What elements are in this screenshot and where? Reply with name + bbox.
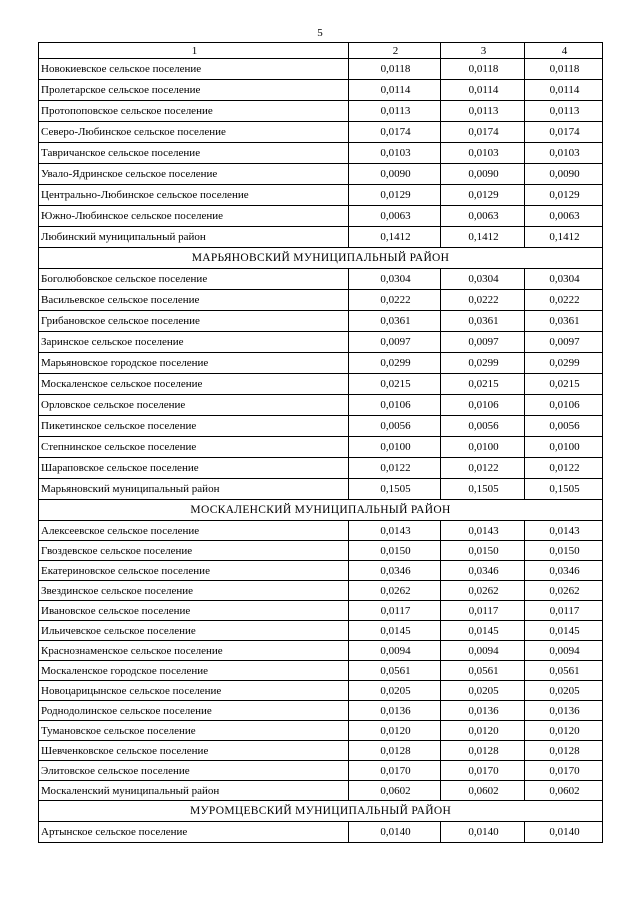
settlement-name-cell: Тумановское сельское поселение <box>39 721 349 741</box>
value-cell-col-2: 0,0174 <box>349 122 441 143</box>
value-cell-col-2: 0,0129 <box>349 185 441 206</box>
value-cell-col-3: 0,0128 <box>441 741 525 761</box>
value-cell-col-3: 0,0174 <box>441 122 525 143</box>
value-cell-col-2: 0,0205 <box>349 681 441 701</box>
settlement-name-cell: Артынское сельское поселение <box>39 822 349 843</box>
value-cell-col-2: 0,0128 <box>349 741 441 761</box>
settlement-name-cell: Гвоздевское сельское поселение <box>39 541 349 561</box>
value-cell-col-2: 0,0090 <box>349 164 441 185</box>
settlement-name-cell: Новокиевское сельское поселение <box>39 59 349 80</box>
value-cell-col-4: 0,0136 <box>525 701 603 721</box>
value-cell-col-4: 0,0129 <box>525 185 603 206</box>
value-cell-col-3: 0,1412 <box>441 227 525 248</box>
value-cell-col-2: 0,1412 <box>349 227 441 248</box>
value-cell-col-4: 0,0361 <box>525 311 603 332</box>
value-cell-col-2: 0,0118 <box>349 59 441 80</box>
value-cell-col-3: 0,0170 <box>441 761 525 781</box>
value-cell-col-4: 0,1412 <box>525 227 603 248</box>
value-cell-col-3: 0,0113 <box>441 101 525 122</box>
value-cell-col-3: 0,0063 <box>441 206 525 227</box>
section-title: МАРЬЯНОВСКИЙ МУНИЦИПАЛЬНЫЙ РАЙОН <box>39 248 603 269</box>
table-row <box>39 621 603 641</box>
header-row <box>39 43 603 59</box>
settlement-name-cell: Екатериновское сельское поселение <box>39 561 349 581</box>
column-header-1: 1 <box>39 43 349 59</box>
value-cell-col-4: 0,0145 <box>525 621 603 641</box>
value-cell-col-3: 0,0361 <box>441 311 525 332</box>
value-cell-col-2: 0,0215 <box>349 374 441 395</box>
value-cell-col-4: 0,0150 <box>525 541 603 561</box>
value-cell-col-3: 0,0299 <box>441 353 525 374</box>
table-row <box>39 311 603 332</box>
value-cell-col-4: 0,0117 <box>525 601 603 621</box>
value-cell-col-2: 0,0170 <box>349 761 441 781</box>
settlement-name-cell: Любинский муниципальный район <box>39 227 349 248</box>
table-row <box>39 101 603 122</box>
value-cell-col-2: 0,0222 <box>349 290 441 311</box>
value-cell-col-2: 0,0097 <box>349 332 441 353</box>
value-cell-col-4: 0,1505 <box>525 479 603 500</box>
table-row <box>39 269 603 290</box>
value-cell-col-4: 0,0143 <box>525 521 603 541</box>
value-cell-col-2: 0,0106 <box>349 395 441 416</box>
value-cell-col-4: 0,0128 <box>525 741 603 761</box>
settlement-name-cell: Москаленское городское поселение <box>39 661 349 681</box>
table-row <box>39 701 603 721</box>
table-row <box>39 437 603 458</box>
table-row <box>39 601 603 621</box>
value-cell-col-2: 0,0094 <box>349 641 441 661</box>
value-cell-col-3: 0,0222 <box>441 290 525 311</box>
section-row <box>39 248 603 269</box>
table-row <box>39 561 603 581</box>
value-cell-col-2: 0,0100 <box>349 437 441 458</box>
value-cell-col-3: 0,0145 <box>441 621 525 641</box>
settlement-name-cell: Краснознаменское сельское поселение <box>39 641 349 661</box>
value-cell-col-4: 0,0170 <box>525 761 603 781</box>
value-cell-col-2: 0,0103 <box>349 143 441 164</box>
value-cell-col-3: 0,0304 <box>441 269 525 290</box>
value-cell-col-3: 0,0118 <box>441 59 525 80</box>
value-cell-col-3: 0,1505 <box>441 479 525 500</box>
value-cell-col-4: 0,0103 <box>525 143 603 164</box>
table-row <box>39 122 603 143</box>
table-row <box>39 741 603 761</box>
value-cell-col-4: 0,0222 <box>525 290 603 311</box>
settlement-name-cell: Заринское сельское поселение <box>39 332 349 353</box>
value-cell-col-2: 0,0136 <box>349 701 441 721</box>
page-number: 5 <box>317 27 323 39</box>
value-cell-col-3: 0,0103 <box>441 143 525 164</box>
table-row <box>39 206 603 227</box>
value-cell-col-2: 0,0114 <box>349 80 441 101</box>
value-cell-col-2: 0,0122 <box>349 458 441 479</box>
settlement-name-cell: Звездинское сельское поселение <box>39 581 349 601</box>
value-cell-col-4: 0,0140 <box>525 822 603 843</box>
table-row <box>39 332 603 353</box>
settlement-name-cell: Шараповское сельское поселение <box>39 458 349 479</box>
value-cell-col-4: 0,0205 <box>525 681 603 701</box>
table-row <box>39 721 603 741</box>
value-cell-col-2: 0,0063 <box>349 206 441 227</box>
table-row <box>39 641 603 661</box>
table-row <box>39 80 603 101</box>
column-header-4: 4 <box>525 43 603 59</box>
value-cell-col-2: 0,0140 <box>349 822 441 843</box>
value-cell-col-4: 0,0106 <box>525 395 603 416</box>
settlement-name-cell: Васильевское сельское поселение <box>39 290 349 311</box>
section-title: МОСКАЛЕНСКИЙ МУНИЦИПАЛЬНЫЙ РАЙОН <box>39 500 603 521</box>
value-cell-col-4: 0,0122 <box>525 458 603 479</box>
value-cell-col-4: 0,0113 <box>525 101 603 122</box>
settlement-name-cell: Тавричанское сельское поселение <box>39 143 349 164</box>
table-row <box>39 227 603 248</box>
value-cell-col-3: 0,0094 <box>441 641 525 661</box>
value-cell-col-2: 0,0361 <box>349 311 441 332</box>
settlement-name-cell: Пролетарское сельское поселение <box>39 80 349 101</box>
table-row <box>39 143 603 164</box>
value-cell-col-3: 0,0143 <box>441 521 525 541</box>
value-cell-col-2: 0,0304 <box>349 269 441 290</box>
value-cell-col-3: 0,0117 <box>441 601 525 621</box>
value-cell-col-4: 0,0215 <box>525 374 603 395</box>
value-cell-col-4: 0,0094 <box>525 641 603 661</box>
value-cell-col-3: 0,0346 <box>441 561 525 581</box>
table-row <box>39 681 603 701</box>
value-cell-col-3: 0,0120 <box>441 721 525 741</box>
table-row <box>39 164 603 185</box>
value-cell-col-4: 0,0100 <box>525 437 603 458</box>
settlement-name-cell: Новоцарицынское сельское поселение <box>39 681 349 701</box>
settlement-name-cell: Протопоповское сельское поселение <box>39 101 349 122</box>
value-cell-col-3: 0,0262 <box>441 581 525 601</box>
settlement-name-cell: Боголюбовское сельское поселение <box>39 269 349 290</box>
settlement-name-cell: Увало-Ядринское сельское поселение <box>39 164 349 185</box>
value-cell-col-3: 0,0056 <box>441 416 525 437</box>
column-header-2: 2 <box>349 43 441 59</box>
settlement-name-cell: Ильичевское сельское поселение <box>39 621 349 641</box>
settlement-name-cell: Северо-Любинское сельское поселение <box>39 122 349 143</box>
table-row <box>39 521 603 541</box>
value-cell-col-4: 0,0561 <box>525 661 603 681</box>
value-cell-col-3: 0,0100 <box>441 437 525 458</box>
value-cell-col-4: 0,0304 <box>525 269 603 290</box>
value-cell-col-3: 0,0106 <box>441 395 525 416</box>
settlement-name-cell: Марьяновский муниципальный район <box>39 479 349 500</box>
value-cell-col-4: 0,0056 <box>525 416 603 437</box>
table-row <box>39 59 603 80</box>
settlement-name-cell: Алексеевское сельское поселение <box>39 521 349 541</box>
value-cell-col-2: 0,0117 <box>349 601 441 621</box>
value-cell-col-3: 0,0205 <box>441 681 525 701</box>
section-title: МУРОМЦЕВСКИЙ МУНИЦИПАЛЬНЫЙ РАЙОН <box>39 801 603 822</box>
settlement-name-cell: Ивановское сельское поселение <box>39 601 349 621</box>
value-cell-col-4: 0,0114 <box>525 80 603 101</box>
value-cell-col-3: 0,0150 <box>441 541 525 561</box>
table-row <box>39 185 603 206</box>
table-row <box>39 374 603 395</box>
value-cell-col-4: 0,0346 <box>525 561 603 581</box>
table-row <box>39 761 603 781</box>
value-cell-col-2: 0,0262 <box>349 581 441 601</box>
settlement-name-cell: Москаленское сельское поселение <box>39 374 349 395</box>
table-row <box>39 781 603 801</box>
value-cell-col-4: 0,0262 <box>525 581 603 601</box>
value-cell-col-4: 0,0120 <box>525 721 603 741</box>
value-cell-col-2: 0,0145 <box>349 621 441 641</box>
settlement-name-cell: Южно-Любинское сельское поселение <box>39 206 349 227</box>
table-header <box>39 43 603 59</box>
value-cell-col-4: 0,0118 <box>525 59 603 80</box>
table-row <box>39 353 603 374</box>
data-table <box>38 42 603 843</box>
value-cell-col-3: 0,0122 <box>441 458 525 479</box>
value-cell-col-2: 0,0561 <box>349 661 441 681</box>
value-cell-col-2: 0,1505 <box>349 479 441 500</box>
settlement-name-cell: Роднодолинское сельское поселение <box>39 701 349 721</box>
table-row <box>39 822 603 843</box>
value-cell-col-4: 0,0063 <box>525 206 603 227</box>
table-row <box>39 661 603 681</box>
value-cell-col-3: 0,0136 <box>441 701 525 721</box>
column-header-3: 3 <box>441 43 525 59</box>
settlement-name-cell: Москаленский муниципальный район <box>39 781 349 801</box>
value-cell-col-2: 0,0150 <box>349 541 441 561</box>
table-row <box>39 458 603 479</box>
value-cell-col-2: 0,0120 <box>349 721 441 741</box>
value-cell-col-2: 0,0602 <box>349 781 441 801</box>
settlement-name-cell: Центрально-Любинское сельское поселение <box>39 185 349 206</box>
value-cell-col-2: 0,0299 <box>349 353 441 374</box>
settlement-name-cell: Орловское сельское поселение <box>39 395 349 416</box>
table-row <box>39 541 603 561</box>
value-cell-col-3: 0,0129 <box>441 185 525 206</box>
value-cell-col-4: 0,0090 <box>525 164 603 185</box>
value-cell-col-2: 0,0113 <box>349 101 441 122</box>
settlement-name-cell: Пикетинское сельское поселение <box>39 416 349 437</box>
value-cell-col-4: 0,0097 <box>525 332 603 353</box>
value-cell-col-3: 0,0561 <box>441 661 525 681</box>
section-row <box>39 500 603 521</box>
table-row <box>39 395 603 416</box>
value-cell-col-3: 0,0114 <box>441 80 525 101</box>
value-cell-col-4: 0,0174 <box>525 122 603 143</box>
table-row <box>39 290 603 311</box>
value-cell-col-2: 0,0056 <box>349 416 441 437</box>
table-row <box>39 479 603 500</box>
value-cell-col-2: 0,0346 <box>349 561 441 581</box>
value-cell-col-3: 0,0090 <box>441 164 525 185</box>
table-row <box>39 416 603 437</box>
settlement-name-cell: Элитовское сельское поселение <box>39 761 349 781</box>
table-row <box>39 581 603 601</box>
settlement-name-cell: Марьяновское городское поселение <box>39 353 349 374</box>
value-cell-col-2: 0,0143 <box>349 521 441 541</box>
value-cell-col-3: 0,0602 <box>441 781 525 801</box>
settlement-name-cell: Степнинское сельское поселение <box>39 437 349 458</box>
settlement-name-cell: Грибановское сельское поселение <box>39 311 349 332</box>
value-cell-col-4: 0,0602 <box>525 781 603 801</box>
table-body <box>39 59 603 843</box>
value-cell-col-3: 0,0215 <box>441 374 525 395</box>
section-row <box>39 801 603 822</box>
value-cell-col-3: 0,0097 <box>441 332 525 353</box>
settlement-name-cell: Шевченковское сельское поселение <box>39 741 349 761</box>
value-cell-col-3: 0,0140 <box>441 822 525 843</box>
value-cell-col-4: 0,0299 <box>525 353 603 374</box>
